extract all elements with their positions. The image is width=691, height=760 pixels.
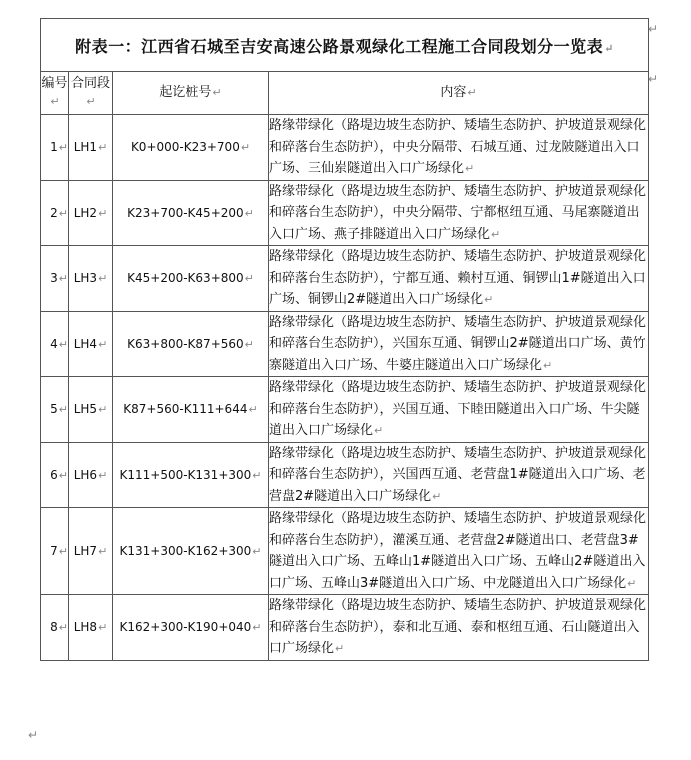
row-number: 8↵: [41, 595, 69, 661]
table-row: [41, 508, 649, 595]
paragraph-mark-icon: ↵: [98, 403, 108, 417]
paragraph-mark-icon: ↵: [98, 468, 108, 482]
paragraph-mark-icon: ↵: [604, 41, 614, 55]
row-section: LH7↵: [69, 508, 113, 595]
paragraph-mark-icon: ↵: [240, 141, 251, 155]
table-row: [41, 180, 649, 246]
paragraph-mark-icon: ↵: [252, 621, 262, 635]
paragraph-mark-icon: ↵: [543, 358, 553, 372]
row-content: 路缘带绿化（路堤边坡生态防护、矮墙生态防护、护坡道景观绿化和碎落台生态防护），宁都互通、赖村互通、铜锣山1#隧道出入口广场、铜锣山2#隧道出入口广场绿化↵: [269, 246, 649, 312]
table-title-cell: [41, 19, 649, 72]
header-row: [41, 72, 649, 115]
row-range: K131+300-K162+300↵: [113, 508, 269, 595]
paragraph-mark-icon: ↵: [374, 424, 384, 437]
title-row: [41, 19, 649, 72]
row-section: LH4↵: [69, 311, 113, 377]
paragraph-mark-icon: ↵: [98, 272, 108, 286]
header-num: 编号↵: [41, 72, 69, 115]
paragraph-mark-icon: ↵: [432, 489, 442, 503]
row-section: LH2↵: [69, 180, 113, 246]
paragraph-mark-icon: ↵: [58, 403, 68, 417]
row-content: 路缘带绿化（路堤边坡生态防护、矮墙生态防护、护坡道景观绿化和碎落台生态防护），兴国西互通、老营盘1#隧道出入口广场、老营盘2#隧道出入口广场绿化↵: [269, 442, 649, 508]
paragraph-mark-icon: ↵: [58, 468, 68, 482]
paragraph-mark-icon: ↵: [58, 272, 68, 286]
table-title: 附表一：江西省石城至吉安高速公路景观绿化工程施工合同段划分一览表: [75, 36, 604, 56]
row-range: K87+560-K111+644↵: [113, 377, 269, 443]
paragraph-mark-icon: ↵: [58, 337, 68, 351]
paragraph-mark-icon: ↵: [484, 293, 494, 306]
row-content: 路缘带绿化（路堤边坡生态防护、矮墙生态防护、护坡道景观绿化和碎落台生态防护），泰和北互通、泰和枢纽互通、石山隧道出入口广场绿化↵: [269, 595, 649, 661]
paragraph-mark-icon: ↵: [252, 468, 262, 482]
row-content: 路缘带绿化（路堤边坡生态防护、矮墙生态防护、护坡道景观绿化和碎落台生态防护），中央分隔带、宁都枢纽互通、马尾寨隧道出入口广场、燕子排隧道出入口广场绿化↵: [269, 180, 649, 246]
table-row: [41, 311, 649, 377]
paragraph-mark-icon: ↵: [58, 545, 68, 558]
header-section: 合同段↵: [69, 72, 113, 115]
paragraph-mark-icon: ↵: [244, 206, 254, 220]
paragraph-mark-icon: ↵: [98, 337, 108, 351]
paragraph-mark-icon: ↵: [98, 141, 108, 155]
row-number: 1↵: [41, 115, 69, 181]
row-end-mark-icon: ↵: [648, 72, 659, 86]
row-section: LH5↵: [69, 377, 113, 443]
row-range: K45+200-K63+800↵: [113, 246, 269, 312]
table-row: [41, 377, 649, 443]
row-number: 2↵: [41, 180, 69, 246]
paragraph-mark-icon: ↵: [244, 272, 254, 286]
row-number: 7↵: [41, 508, 69, 595]
row-content: 路缘带绿化（路堤边坡生态防护、矮墙生态防护、护坡道景观绿化和碎落台生态防护），兴国互通、下睦田隧道出入口广场、牛尖隧道出入口广场绿化↵: [269, 377, 649, 443]
paragraph-mark-icon: ↵: [98, 545, 108, 558]
paragraph-mark-icon: ↵: [491, 227, 501, 241]
paragraph-mark-icon: ↵: [58, 141, 68, 155]
row-content: 路缘带绿化（路堤边坡生态防护、矮墙生态防护、护坡道景观绿化和碎落台生态防护），中央分隔带、石城互通、过龙陂隧道出入口广场、三仙岽隧道出入口广场绿化↵: [269, 115, 649, 181]
row-content: 路缘带绿化（路堤边坡生态防护、矮墙生态防护、护坡道景观绿化和碎落台生态防护），兴国东互通、铜锣山2#隧道出口广场、黄竹寨隧道出入口广场、牛婆庄隧道出入口广场绿化↵: [269, 311, 649, 377]
paragraph-mark-icon: ↵: [58, 206, 68, 220]
row-number: 5↵: [41, 377, 69, 443]
row-number: 6↵: [41, 442, 69, 508]
paragraph-mark-icon: ↵: [627, 576, 637, 590]
paragraph-mark-icon: ↵: [98, 621, 108, 635]
paragraph-end-mark-icon: ↵: [28, 728, 39, 742]
paragraph-mark-icon: ↵: [98, 206, 108, 220]
row-range: K23+700-K45+200↵: [113, 180, 269, 246]
paragraph-mark-icon: ↵: [244, 337, 254, 351]
table-body: [41, 115, 649, 661]
row-section: LH8↵: [69, 595, 113, 661]
header-range: 起讫桩号↵: [113, 72, 269, 115]
paragraph-mark-icon: ↵: [335, 642, 345, 655]
paragraph-mark-icon: ↵: [58, 621, 68, 635]
paragraph-mark-icon: ↵: [465, 162, 475, 175]
row-number: 4↵: [41, 311, 69, 377]
row-section: LH1↵: [69, 115, 113, 181]
table-row: [41, 442, 649, 508]
paragraph-mark-icon: ↵: [248, 403, 258, 417]
table-row: [41, 115, 649, 181]
table-row: [41, 595, 649, 661]
row-section: LH6↵: [69, 442, 113, 508]
row-content: 路缘带绿化（路堤边坡生态防护、矮墙生态防护、护坡道景观绿化和碎落台生态防护），灌溪互通、老营盘2#隧道出口、老营盘3#隧道出入口广场、五峰山1#隧道出入口广场、五峰山2#隧道出入口广场、五峰山3#隧道出入口广场、中龙隧道出入口广场绿化↵: [269, 508, 649, 595]
row-section: LH3↵: [69, 246, 113, 312]
row-range: K162+300-K190+040↵: [113, 595, 269, 661]
row-range: K63+800-K87+560↵: [113, 311, 269, 377]
row-number: 3↵: [41, 246, 69, 312]
paragraph-mark-icon: ↵: [252, 545, 262, 558]
cell-end-mark-icon: ↵: [648, 22, 659, 36]
contract-section-table: [40, 18, 649, 661]
row-range: K0+000-K23+700↵: [113, 115, 269, 181]
header-content: 内容↵: [269, 72, 649, 115]
row-range: K111+500-K131+300↵: [113, 442, 269, 508]
table-row: [41, 246, 649, 312]
